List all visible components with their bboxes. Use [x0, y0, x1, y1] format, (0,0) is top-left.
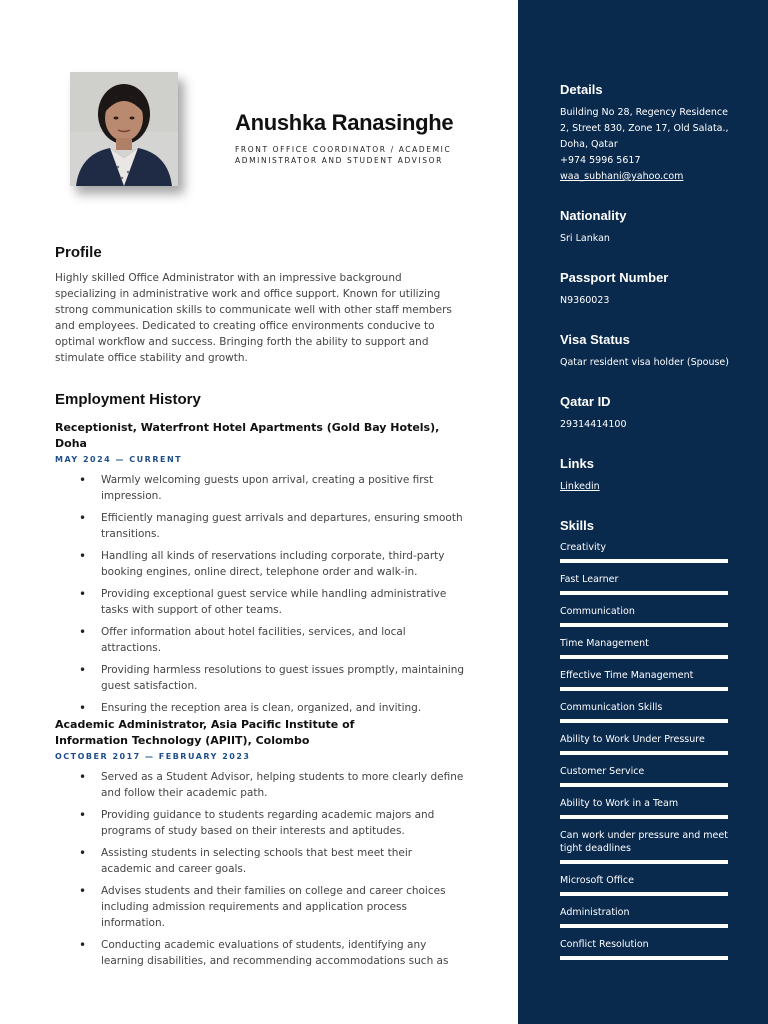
qatar-id-section: [560, 394, 768, 433]
skill-item: [560, 765, 728, 787]
skill-level-bar: [560, 815, 728, 819]
sidebar: [518, 0, 768, 1024]
qatar-id-value: 29314414100: [560, 419, 627, 430]
skill-name: Conflict Resolution: [560, 939, 649, 950]
job-date: MAY 2024 — CURRENT: [55, 455, 183, 464]
skill-level-bar: [560, 559, 728, 563]
duty-item: • Providing harmless resolutions to guest issues promptly, maintaining guest satisfaction.: [101, 662, 465, 694]
skill-item: [560, 669, 728, 691]
skill-name: Can work under pressure and meet tight deadlines: [560, 830, 728, 854]
duty-item: • Providing guidance to students regarding academic majors and programs of study based on their interests and aptitudes.: [101, 807, 465, 839]
duty-item: • Offer information about hotel facilities, services, and local attractions.: [101, 624, 465, 656]
skill-item: [560, 938, 728, 960]
skill-name: Ability to Work in a Team: [560, 798, 679, 809]
skill-item: [560, 605, 728, 627]
skill-item: [560, 637, 728, 659]
job-duties: [55, 472, 465, 716]
details-section: [560, 82, 768, 185]
duty-item: • Handling all kinds of reservations including corporate, third-party booking engines, online direct, telephone order and walk-in.: [101, 548, 465, 580]
skill-level-bar: [560, 956, 728, 960]
skill-name: Administration: [560, 907, 630, 918]
job-entry: [55, 420, 465, 722]
visa-value: Qatar resident visa holder (Spouse): [560, 357, 729, 368]
skill-item: [560, 874, 728, 896]
skill-level-bar: [560, 751, 728, 755]
phone-number: +974 5996 5617: [560, 155, 641, 166]
skill-level-bar: [560, 591, 728, 595]
skill-name: Communication Skills: [560, 702, 663, 713]
skill-item: [560, 541, 728, 563]
address-line: Doha, Qatar: [560, 139, 618, 150]
skill-level-bar: [560, 719, 728, 723]
employment-heading: Employment History: [55, 391, 201, 408]
visa-heading: Visa Status: [560, 332, 630, 347]
links-section: [560, 456, 768, 495]
passport-heading: Passport Number: [560, 270, 669, 285]
address-line: 2, Street 830, Zone 17, Old Salata.,: [560, 123, 729, 134]
skill-name: Creativity: [560, 542, 606, 553]
passport-value: N9360023: [560, 295, 610, 306]
job-date: OCTOBER 2017 — FEBRUARY 2023: [55, 752, 251, 761]
skill-name: Effective Time Management: [560, 670, 694, 681]
skill-item: [560, 573, 728, 595]
profile-photo: [70, 72, 178, 186]
linkedin-link[interactable]: Linkedin: [560, 481, 600, 492]
duty-item: • Advises students and their families on college and career choices including admission requirements and application process information.: [101, 883, 465, 931]
skill-item: [560, 733, 728, 755]
skills-heading: Skills: [560, 518, 594, 533]
skill-level-bar: [560, 655, 728, 659]
passport-section: [560, 270, 768, 309]
duty-item: • Assisting students in selecting schools that best meet their academic and career goals.: [101, 845, 465, 877]
address-line: Building No 28, Regency Residence: [560, 107, 728, 118]
duty-item: • Warmly welcoming guests upon arrival, creating a positive first impression.: [101, 472, 465, 504]
candidate-name: Anushka Ranasinghe: [235, 110, 454, 135]
nationality-value: Sri Lankan: [560, 233, 610, 244]
visa-section: [560, 332, 768, 371]
duty-item: • Providing exceptional guest service while handling administrative tasks with support of other teams.: [101, 586, 465, 618]
person-photo-icon: [70, 72, 178, 186]
job-title: Receptionist, Waterfront Hotel Apartments (Gold Bay Hotels), Doha: [55, 421, 440, 450]
qatar-id-heading: Qatar ID: [560, 394, 611, 409]
duty-item: • Efficiently managing guest arrivals and departures, ensuring smooth transitions.: [101, 510, 465, 542]
details-heading: Details: [560, 82, 603, 97]
skill-level-bar: [560, 783, 728, 787]
skill-level-bar: [560, 623, 728, 627]
skill-item: [560, 797, 728, 819]
skill-name: Customer Service: [560, 766, 645, 777]
skill-level-bar: [560, 892, 728, 896]
nationality-section: [560, 208, 768, 247]
skill-name: Fast Learner: [560, 574, 619, 585]
skill-name: Communication: [560, 606, 635, 617]
email-link[interactable]: waa_subhani@yahoo.com: [560, 171, 684, 182]
profile-heading: Profile: [55, 244, 102, 261]
duty-item: • Ensuring the reception area is clean, organized, and inviting.: [101, 700, 465, 716]
skill-name: Microsoft Office: [560, 875, 634, 886]
job-duties: [55, 769, 465, 969]
skill-level-bar: [560, 924, 728, 928]
duty-item: • Conducting academic evaluations of students, identifying any learning disabilities, and recommending accommodations such as: [101, 937, 465, 969]
nationality-heading: Nationality: [560, 208, 627, 223]
job-title: Academic Administrator, Asia Pacific Institute of Information Technology (APIIT), Colombo: [55, 718, 355, 747]
skill-item: [560, 701, 728, 723]
profile-summary: Highly skilled Office Administrator with an impressive background specializing in administrative work and office support. Known for utilizing strong communication skills to communicate well with other staff members and employees. Dedicated to creating office environments conducive to optimal workflow and success. Bringing forth the ability to support and stimulate office stability and growth.: [55, 272, 452, 364]
skill-name: Time Management: [560, 638, 649, 649]
job-entry: [55, 717, 465, 975]
candidate-role: FRONT OFFICE COORDINATOR / ACADEMIC ADMINISTRATOR AND STUDENT ADVISOR: [235, 145, 452, 165]
skill-name: Ability to Work Under Pressure: [560, 734, 705, 745]
duty-item: • Served as a Student Advisor, helping students to more clearly define and follow their academic path.: [101, 769, 465, 801]
skill-level-bar: [560, 860, 728, 864]
skill-item: [560, 829, 728, 864]
skill-item: [560, 906, 728, 928]
skills-section: [560, 518, 728, 960]
skill-level-bar: [560, 687, 728, 691]
links-heading: Links: [560, 456, 594, 471]
